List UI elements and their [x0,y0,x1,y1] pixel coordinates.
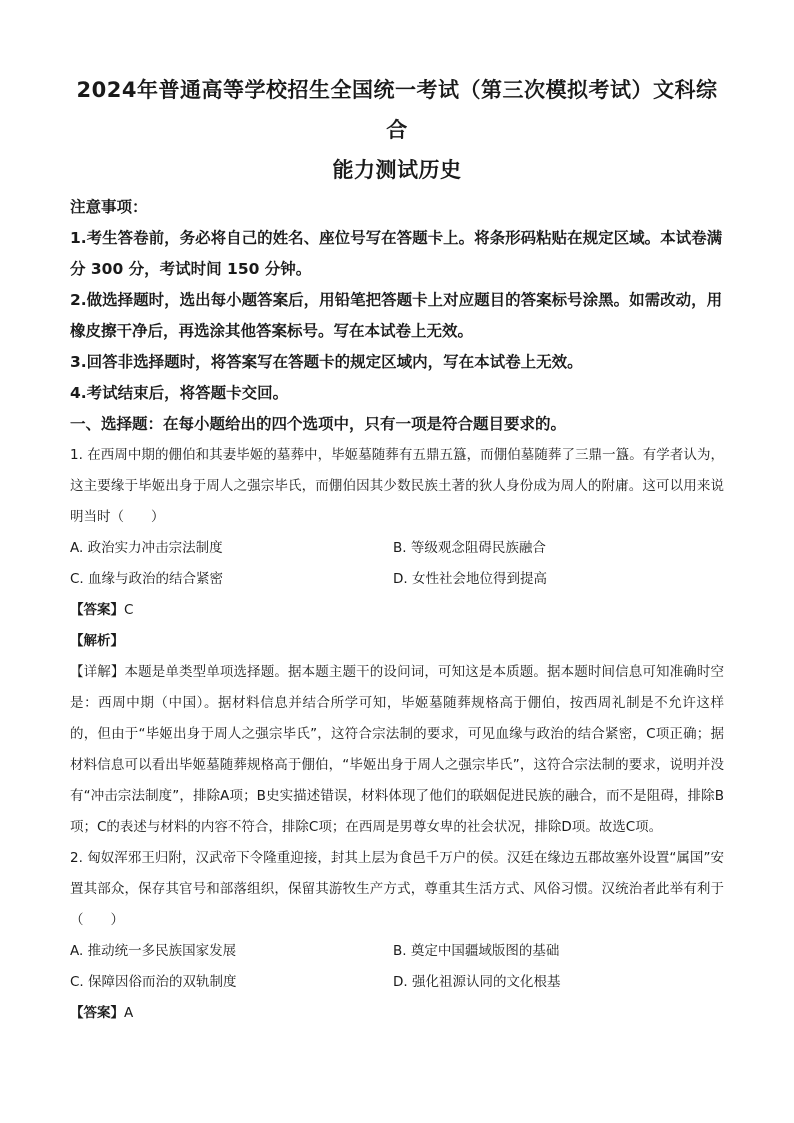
notes-item-3: 3.回答非选择题时，将答案写在答题卡的规定区域内，写在本试卷上无效。 [70,353,583,371]
notes-item-1: 1.考生答卷前，务必将自己的姓名、座位号写在答题卡上。将条形码粘贴在规定区域。本试卷满分 300 分，考试时间 150 分钟。 [70,229,723,278]
notes-heading: 注意事项： [70,198,148,216]
question-options [70,533,724,595]
option-d: D. 女性社会地位得到提高 [393,571,547,587]
analysis-label: 【解析】 [70,633,124,649]
option-b: B. 奠定中国疆域版图的基础 [393,943,560,959]
question-stem: 2. 匈奴浑邪王归附，汉武帝下令隆重迎接，封其上层为食邑千万户的侯。汉廷在缘边五郡故塞外设置“属国”安置其部众，保存其官号和部落组织，保留其游牧生产方式，尊重其生活方式、风俗习惯。汉统治者此举有利于（ ） [70,850,724,928]
option-b: B. 等级观念阻碍民族融合 [393,540,546,556]
option-c: C. 保障因俗而治的双轨制度 [70,974,237,990]
answer-line [70,998,724,1029]
option-c: C. 血缘与政治的结合紧密 [70,571,224,587]
option-d: D. 强化祖源认同的文化根基 [393,974,561,990]
detailed-explanation: 【详解】本题是单类型单项选择题。据本题主题干的设问词，可知这是本质题。据本题时间信息可知准确时空是：西周中期（中国）。据材料信息并结合所学可知，毕姬墓随葬规格高于倗伯，按西周礼制是不允许这样的，但由于“毕姬出身于周人之强宗毕氏”，这符合宗法制的要求，可见血缘与政治的结合紧密，C项正确；据材料信息可以看出毕姬墓随葬规格高于倗伯，“毕姬出身于周人之强宗毕氏”，这符合宗法制的要求，说明并没有“冲击宗法制度”，排除A项；B史实描述错误，材料体现了他们的联姻促进民族的融合，而不是阻碍，排除B项；C的表述与材料的内容不符合，排除C项；在西周是男尊女卑的社会状况，排除D项。故选C项。 [70,664,724,835]
page-title [70,70,724,190]
title-line-1: 2024年普通高等学校招生全国统一考试（第三次模拟考试）文科综合 [76,78,718,142]
option-a: A. 政治实力冲击宗法制度 [70,540,223,556]
title-line-2: 能力测试历史 [332,158,462,182]
answer-value: A [124,1005,134,1021]
question-options [70,936,724,998]
question-2 [70,843,724,1029]
exam-notes [70,192,724,409]
answer-line [70,595,724,626]
answer-label: 【答案】 [70,1005,124,1021]
answer-label: 【答案】 [70,602,124,618]
question-1 [70,440,724,843]
notes-item-4: 4.考试结束后，将答题卡交回。 [70,384,289,402]
analysis-line [70,626,724,657]
option-a: A. 推动统一多民族国家发展 [70,943,237,959]
answer-value: C [124,602,134,618]
question-stem: 1. 在西周中期的倗伯和其妻毕姬的墓葬中，毕姬墓随葬有五鼎五簋，而倗伯墓随葬了三鼎一簋。有学者认为，这主要缘于毕姬出身于周人之强宗毕氏，而倗伯因其少数民族土著的狄人身份成为周人的附庸。这可以用来说明当时（ ） [70,447,724,525]
section-heading: 一、选择题：在每小题给出的四个选项中，只有一项是符合题目要求的。 [70,415,567,433]
exam-page [70,70,724,1029]
notes-item-2: 2.做选择题时，选出每小题答案后，用铅笔把答题卡上对应题目的答案标号涂黑。如需改动，用橡皮擦干净后，再选涂其他答案标号。写在本试卷上无效。 [70,291,723,340]
